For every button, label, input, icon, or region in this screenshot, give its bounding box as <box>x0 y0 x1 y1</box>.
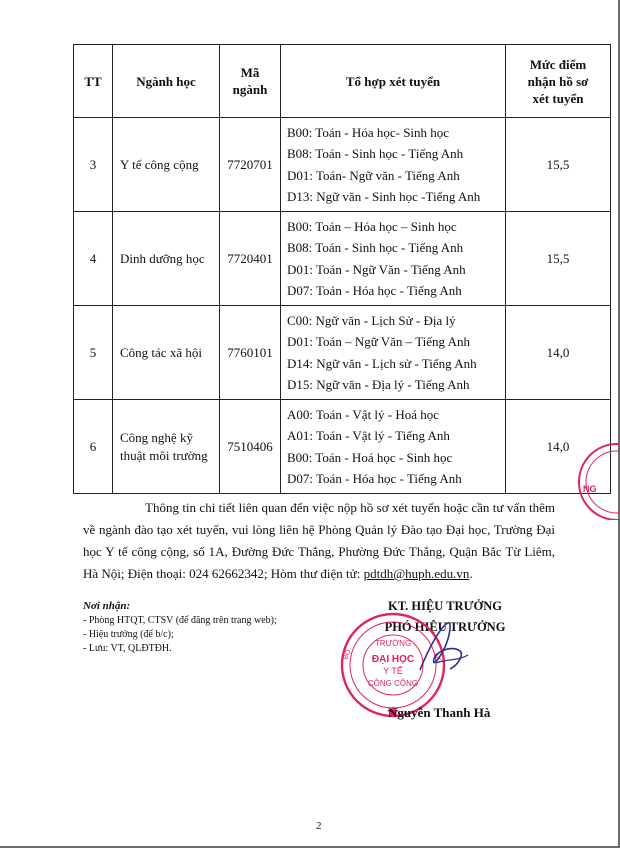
row-major-line: thuật môi trường <box>120 447 208 463</box>
row-major <box>113 118 220 212</box>
row-combos <box>281 118 506 212</box>
combo-line: B00: Toán - Hóa học- Sinh học <box>287 124 450 140</box>
header-score-line1: Mức điểm <box>529 56 587 72</box>
combo-line: D01: Toán - Ngữ Văn - Tiếng Anh <box>287 261 466 277</box>
row-code: 7720401 <box>220 212 281 306</box>
row-major-line: Công nghệ kỹ <box>120 429 193 445</box>
row-score: 14,0 <box>506 400 611 494</box>
row-major-line: Dinh dưỡng học <box>120 250 205 266</box>
recipient-item: - Lưu: VT, QLĐTĐH. <box>83 643 172 654</box>
contact-paragraph <box>83 497 555 585</box>
combo-line: D07: Toán - Hóa học - Tiếng Anh <box>287 283 462 298</box>
row-code: 7510406 <box>220 400 281 494</box>
row-tt: 5 <box>74 306 113 400</box>
signature-line1: KT. HIỆU TRƯỞNG <box>387 599 503 613</box>
combo-line: B08: Toán - Sinh học - Tiếng Anh <box>287 146 464 161</box>
row-combos <box>281 400 506 494</box>
seal-text-right: NG <box>432 652 443 665</box>
header-tt: TT <box>74 45 113 118</box>
row-major-line: Công tác xã hội <box>120 344 202 360</box>
header-code-line1: Mã <box>240 65 260 80</box>
row-score: 15,5 <box>506 212 611 306</box>
table-row <box>74 400 611 494</box>
combo-line: D14: Ngữ văn - Lịch sử - Tiếng Anh <box>287 355 477 371</box>
header-combos: Tổ hợp xét tuyển <box>281 45 506 118</box>
table-row <box>74 118 611 212</box>
header-major: Ngành học <box>113 45 220 118</box>
seal-text-top: TRƯỜNG <box>374 639 412 648</box>
paragraph-text: Thông tin chi tiết liên quan đến việc nộp hồ sơ xét tuyển hoặc cần tư vấn thêm về ngành đào tạo xét tuyển, vui lòng liên hệ Phòng Quản lý Đào tạo Đại học, Trường Đại học Y tế công cộng, số 1A, Đường Đức Thắng, Phường Đức Thắng, Quận Bắc Từ Liêm, Hà Nội; Điện thoại: 024 62662342; Hòm thư điện tử: <box>83 500 555 581</box>
row-major <box>113 400 220 494</box>
combo-line: D15: Ngữ văn - Địa lý - Tiếng Anh <box>287 377 470 392</box>
page-number: 2 <box>316 820 322 832</box>
paragraph-end: . <box>469 566 473 581</box>
combo-line: B00: Toán - Hoá học - Sinh học <box>287 449 453 465</box>
row-tt: 3 <box>74 118 113 212</box>
admission-table <box>73 44 611 494</box>
row-major <box>113 212 220 306</box>
combo-line: C00: Ngữ văn - Lịch Sử - Địa lý <box>287 312 456 328</box>
combo-line: B08: Toán - Sinh học - Tiếng Anh <box>287 240 464 255</box>
seal-text-left: BỘ <box>342 648 353 661</box>
row-tt: 4 <box>74 212 113 306</box>
recipients-block <box>83 598 343 656</box>
row-combos <box>281 212 506 306</box>
header-score <box>506 45 611 118</box>
recipient-item: - Hiệu trưởng (để b/c); <box>83 629 174 640</box>
row-code: 7760101 <box>220 306 281 400</box>
combo-line: D07: Toán - Hóa học - Tiếng Anh <box>287 471 462 486</box>
row-code: 7720701 <box>220 118 281 212</box>
svg-text:NG: NG <box>583 484 597 494</box>
combo-line: B00: Toán – Hóa học – Sinh học <box>287 218 457 234</box>
handwritten-signature-icon <box>400 615 480 685</box>
row-score: 14,0 <box>506 306 611 400</box>
signature-line2: PHÓ HIỆU TRƯỞNG <box>384 620 506 634</box>
partial-seal-icon <box>555 440 619 520</box>
combo-line: D13: Ngữ văn - Sinh học -Tiếng Anh <box>287 189 481 204</box>
table-row <box>74 212 611 306</box>
combo-line: A01: Toán - Vật lý - Tiếng Anh <box>287 428 450 443</box>
signer-name: Nguyễn Thanh Hà <box>388 705 491 720</box>
seal-text-mid2: Y TẾ <box>383 666 403 676</box>
row-combos <box>281 306 506 400</box>
row-tt: 6 <box>74 400 113 494</box>
row-major-line: Y tế công cộng <box>120 156 199 172</box>
seal-text-mid1: ĐẠI HỌC <box>371 654 415 665</box>
combo-line: A00: Toán - Vật lý - Hoá học <box>287 406 440 422</box>
row-score: 15,5 <box>506 118 611 212</box>
combo-line: D01: Toán- Ngữ văn - Tiếng Anh <box>287 167 460 183</box>
row-major <box>113 306 220 400</box>
table-row <box>74 306 611 400</box>
combo-line: D01: Toán – Ngữ Văn – Tiếng Anh <box>287 334 470 349</box>
recipients-header: Nơi nhận: <box>83 600 131 612</box>
email-link[interactable]: pdtdh@huph.edu.vn <box>363 566 470 581</box>
header-score-line2: nhận hồ sơ <box>527 73 589 89</box>
table-header-row <box>74 45 611 118</box>
recipient-item: - Phòng HTQT, CTSV (để đăng trên trang web); <box>83 615 277 626</box>
seal-text-bottom: CÔNG CỘNG <box>367 679 419 688</box>
header-code <box>220 45 281 118</box>
header-score-line3: xét tuyển <box>532 90 584 106</box>
header-code-line2: ngành <box>232 82 268 97</box>
